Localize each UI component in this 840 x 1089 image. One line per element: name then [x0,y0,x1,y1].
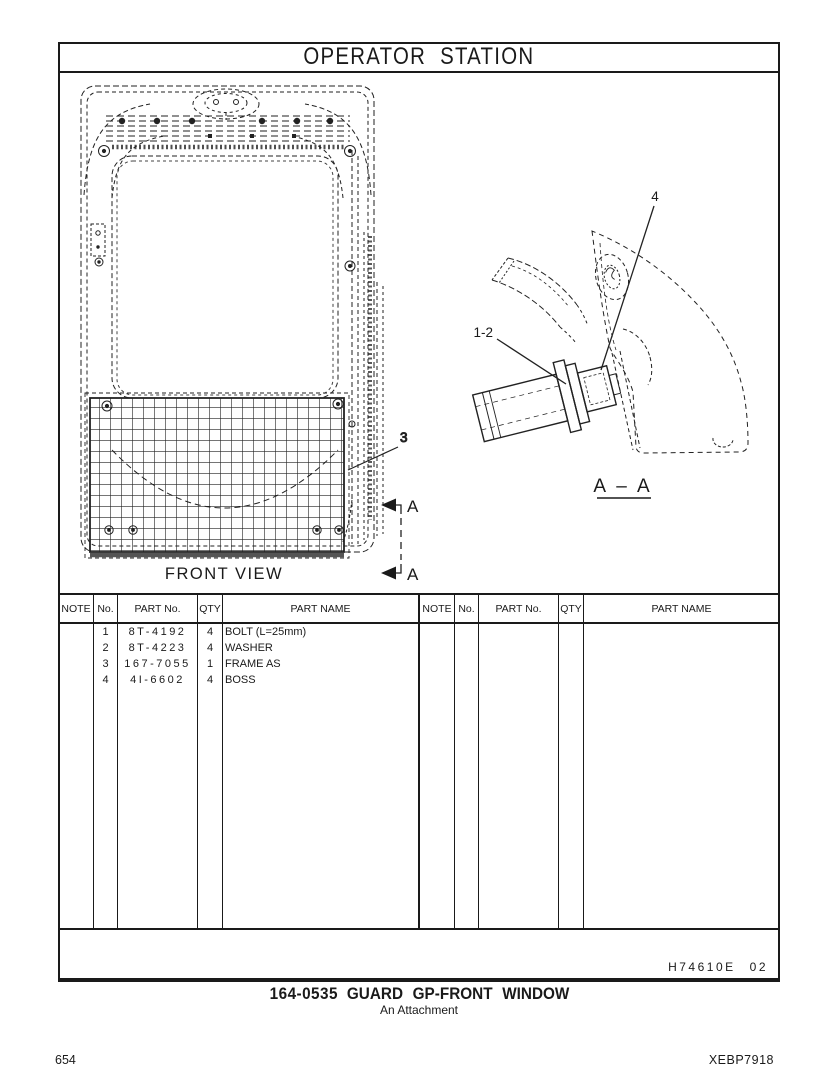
col-qty: QTY [559,595,584,623]
cell-part-no: 8T-4192 [118,623,198,640]
section-cut-indicator [381,499,401,580]
front-view-caption: FRONT VIEW [164,565,284,583]
roof-latch [193,89,259,120]
parts-table-left [58,595,419,928]
table-row [59,623,419,640]
cell-note [59,672,94,688]
page-title: OPERATOR STATION [303,42,535,70]
cell-qty: 4 [198,623,223,640]
table-row [59,640,419,656]
group-number: 164-0535 [269,984,338,1003]
attachment-note: An Attachment [379,1003,459,1017]
table-filler-row [59,688,419,928]
cell-no: 2 [94,640,118,656]
parts-table-right [419,595,780,928]
col-part-name: PART NAME [223,595,419,623]
cell-qty: 4 [198,672,223,688]
drawing-revision: 02 [749,960,768,974]
technical-drawing [58,75,780,593]
publication-code: XEBP7918 [708,1053,774,1067]
cell-part-name: FRAME AS [223,656,419,672]
callout-boss-label: 4 [651,189,659,204]
group-name: GUARD GP-FRONT WINDOW [346,984,569,1003]
col-part-name: PART NAME [584,595,780,623]
col-note: NOTE [59,595,94,623]
cell-qty: 4 [198,640,223,656]
cell-part-name: WASHER [223,640,419,656]
table-row [59,656,419,672]
cell-no: 3 [94,656,118,672]
cell-note [59,656,94,672]
pillar-slot-detail [591,251,634,304]
cell-part-name: BOSS [223,672,419,688]
cell-note [59,623,94,640]
drawing-code-strip [58,930,780,982]
table-row [59,672,419,688]
col-part-no: PART No. [479,595,559,623]
col-no: No. [94,595,118,623]
cell-part-no: 167-7055 [118,656,198,672]
page-number: 654 [55,1053,76,1067]
table-header-row [59,595,419,623]
callout-boss-leader [601,206,654,370]
callout-frame-label: 3 [400,430,408,445]
page-caption [58,984,780,1017]
cell-qty: 1 [198,656,223,672]
side-latch [91,224,105,256]
callout-bolt-washer-label: 1-2 [473,325,493,340]
table-filler-row [420,623,780,928]
section-view-drawing [470,189,748,498]
col-qty: QTY [198,595,223,623]
callout-frame-leader [348,447,398,470]
parts-table [58,593,780,930]
frame-bolts [95,146,356,428]
cell-part-no: 4I-6602 [118,672,198,688]
hose [492,258,588,343]
front-view-drawing [81,86,419,584]
section-letter-bottom: A [407,565,419,584]
col-note: NOTE [420,595,455,623]
table-header-row [420,595,780,623]
col-part-no: PART No. [118,595,198,623]
cell-part-no: 8T-4223 [118,640,198,656]
cell-note [59,640,94,656]
title-band [58,42,780,73]
cell-no: 4 [94,672,118,688]
section-view-caption: A – A [593,476,653,497]
drawing-number: H74610E [668,960,736,974]
cell-no: 1 [94,623,118,640]
col-no: No. [455,595,479,623]
cell-part-name: BOLT (L=25mm) [223,623,419,640]
mesh-guard [85,393,349,558]
section-letter-top: A [407,497,419,516]
